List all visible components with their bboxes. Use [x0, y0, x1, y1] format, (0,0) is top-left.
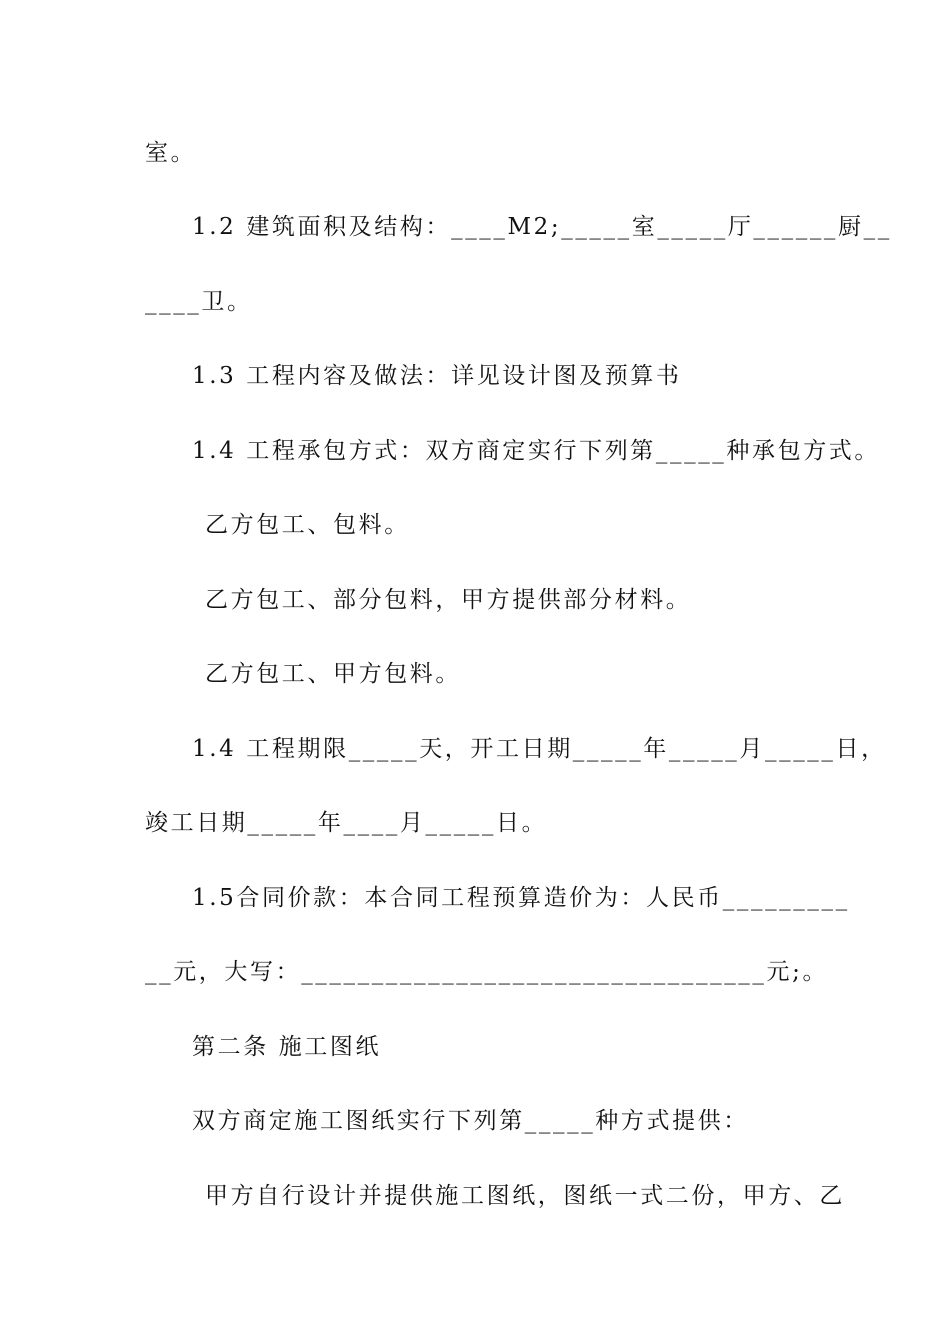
- text-line-3: ____卫。: [145, 289, 253, 315]
- text-line-4: 1.3 工程内容及做法：详见设计图及预算书: [192, 363, 682, 389]
- text-line-11: 1.5合同价款：本合同工程预算造价为：人民币_________: [192, 885, 850, 911]
- text-line-7: 乙方包工、部分包料，甲方提供部分材料。: [205, 587, 692, 613]
- text-line-9: 1.4 工程期限_____天，开工日期_____年_____月_____日，: [192, 736, 887, 762]
- text-line-6: 乙方包工、包料。: [205, 512, 410, 538]
- text-line-14: 双方商定施工图纸实行下列第_____种方式提供：: [192, 1108, 749, 1134]
- text-line-5: 1.4 工程承包方式：双方商定实行下列第_____种承包方式。: [192, 438, 880, 464]
- text-line-10: 竣工日期_____年____月_____日。: [145, 810, 548, 836]
- text-line-15: 甲方自行设计并提供施工图纸，图纸一式二份，甲方、乙: [205, 1183, 845, 1209]
- text-line-8: 乙方包工、甲方包料。: [205, 661, 461, 687]
- text-line-12: __元，大写：_________________________________元;。: [145, 959, 829, 985]
- section-heading: 第二条 施工图纸: [192, 1034, 382, 1060]
- text-line-1: 室。: [145, 140, 197, 166]
- text-line-2: 1.2 建筑面积及结构：____M2;_____室_____厅______厨__: [192, 214, 892, 240]
